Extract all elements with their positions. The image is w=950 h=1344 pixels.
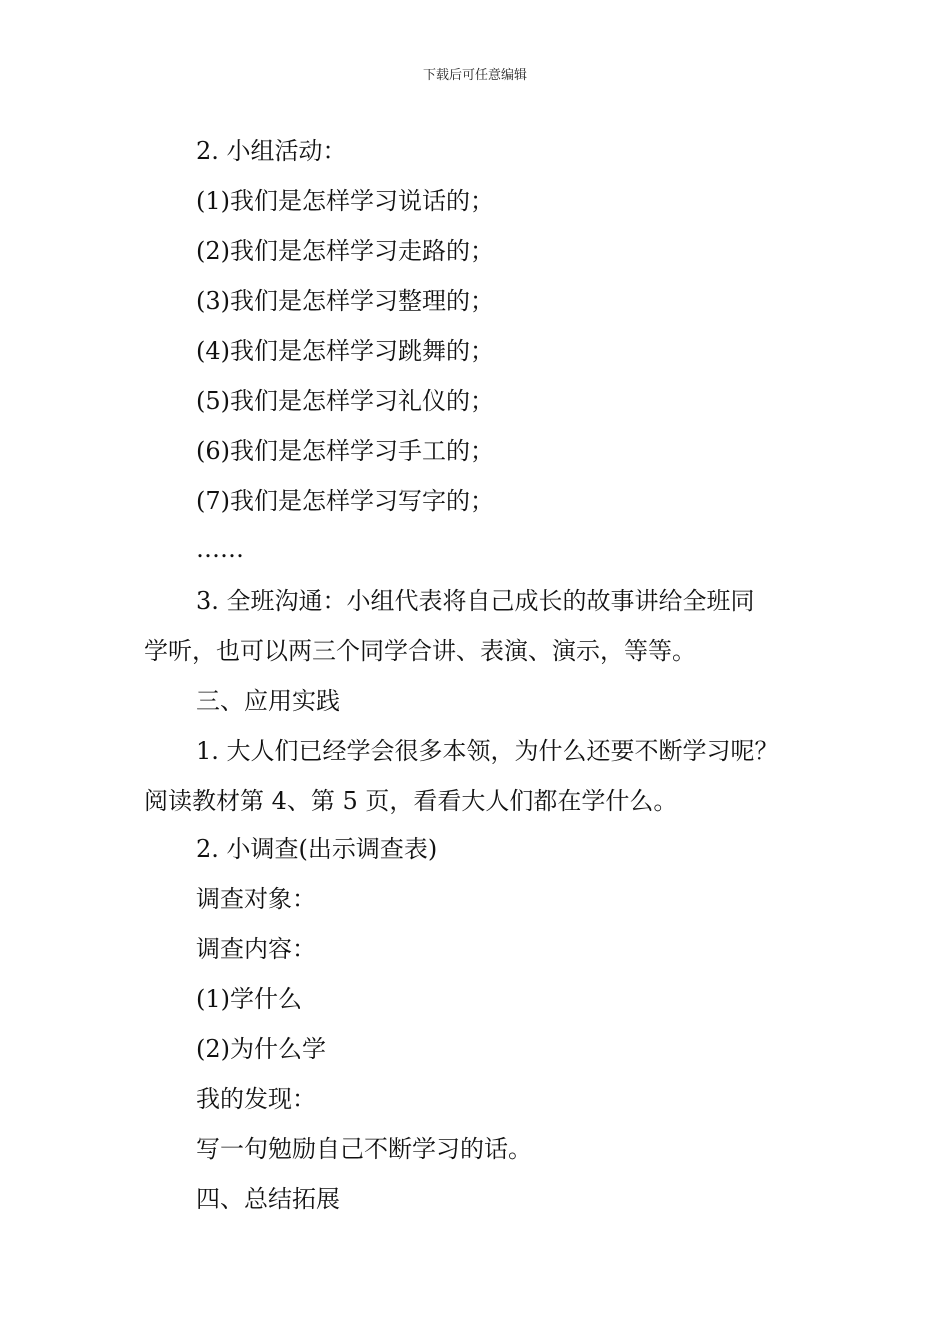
list-item: (5)我们是怎样学习礼仪的； (196, 387, 494, 415)
my-findings-label: 我的发现： (196, 1085, 316, 1113)
survey-content-label: 调查内容： (196, 935, 316, 963)
encouragement-prompt: 写一句勉励自己不断学习的话。 (196, 1135, 532, 1163)
group-activity-heading: 2. 小组活动： (196, 137, 347, 165)
list-item: (2)为什么学 (196, 1035, 326, 1063)
page-header-note: 下载后可任意编辑 (422, 68, 527, 83)
class-share-paragraph-line-2: 学听，也可以两三个同学合讲、表演、演示，等等。 (144, 637, 696, 665)
list-item: (7)我们是怎样学习写字的； (196, 487, 494, 515)
list-item: (2)我们是怎样学习走路的； (196, 237, 494, 265)
list-item: (4)我们是怎样学习跳舞的； (196, 337, 494, 365)
section-three-title: 三、应用实践 (196, 687, 340, 715)
list-item: (3)我们是怎样学习整理的； (196, 287, 494, 315)
practice-one-line-1: 1. 大人们已经学会很多本领，为什么还要不断学习呢？ (196, 737, 779, 765)
list-item: (1)我们是怎样学习说话的； (196, 187, 494, 215)
survey-target-label: 调查对象： (196, 885, 316, 913)
list-item: (6)我们是怎样学习手工的； (196, 437, 494, 465)
ellipsis: …… (196, 535, 244, 563)
practice-one-line-2: 阅读教材第 4、第 5 页，看看大人们都在学什么。 (144, 787, 678, 815)
list-item: (1)学什么 (196, 985, 302, 1013)
survey-heading: 2. 小调查(出示调查表) (196, 835, 438, 863)
class-share-paragraph-line-1: 3. 全班沟通：小组代表将自己成长的故事讲给全班同 (196, 587, 755, 615)
section-four-title: 四、总结拓展 (196, 1185, 340, 1213)
